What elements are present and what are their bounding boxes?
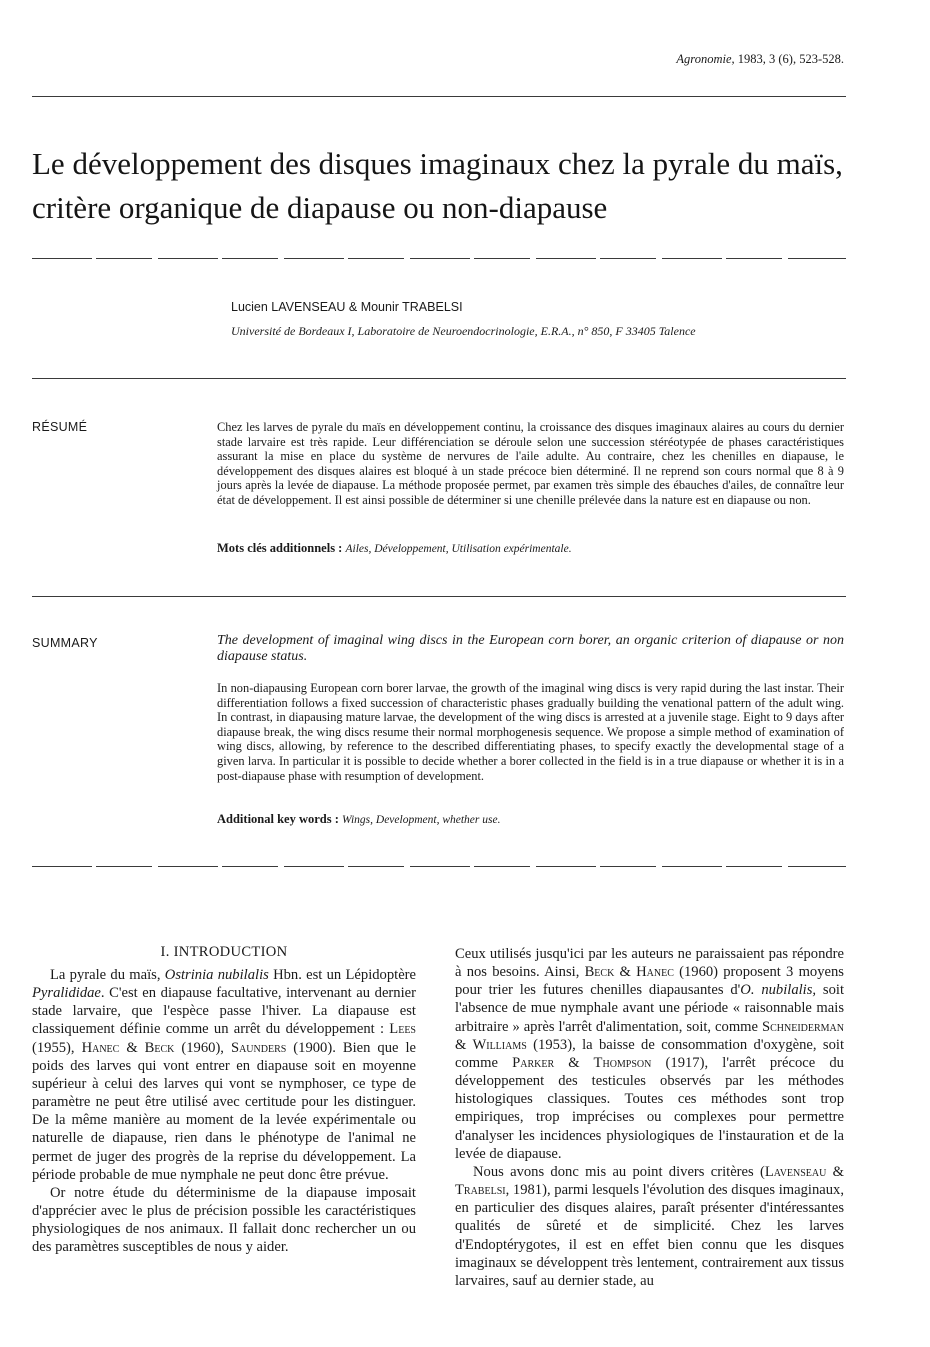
text-run: (1917), l'arrêt précoce du développement des testicules observés par les méthodes histologiques classiques. Toutes ces méthodes sont trop empiriques, trop imprécises ou complexes pour permettre d'analyser les incidences physiologiques de l'instauration et de la levée de diapause. [455, 1054, 844, 1162]
text-run: Nous avons donc mis au point divers critères ( [473, 1163, 765, 1180]
summary-title: The development of imaginal wing discs in the European corn borer, an organic criterion of diapause or non diapause status. [217, 633, 844, 664]
text-run: (1955), [32, 1039, 82, 1056]
citation-author: Beck & Hanec [584, 964, 674, 981]
citation-author: Hanec & Beck [81, 1039, 175, 1056]
text-run: Ceux utilisés jusqu'ici par les auteurs ne paraissaient pas répondre à nos besoins. Ainsi, [455, 946, 844, 981]
right-column [455, 945, 844, 1290]
text-run: Hbn. est un Lépidoptère [268, 967, 417, 983]
title-rule [32, 258, 846, 259]
text-run: (1953), la baisse de consommation d'oxygène, soit comme [455, 1036, 844, 1071]
text-run: (1900). Bien que le poids des larves qui vont entrer en diapause soit en moyenne supérieur à celui des larves qui vont se nymphoser, ce type de paramètre ne peut être utilisé avec certitude pour les distinguer. De la même manière au moment de la levée expérimentale ou naturelle de diapause, rien dans le phénotype de l'animal ne permet de juger des progrès de la reprise du développement. La période probable de mue nymphale ne peut donc être prévue. [32, 1039, 416, 1183]
summary-keywords-label: Additional key words : [217, 812, 339, 826]
article-title: Le développement des disques imaginaux chez la pyrale du maïs, critère organique de diapause ou non-diapause [32, 146, 843, 225]
citation-author: Lees [389, 1021, 416, 1038]
left-column [32, 966, 416, 1257]
resume-keywords-label: Mots clés additionnels : [217, 541, 343, 555]
affiliation: Université de Bordeaux I, Laboratoire de Neuroendocrinologie, E.R.A., n° 850, F 33405 Talence [231, 324, 696, 338]
intro-heading: I. INTRODUCTION [160, 944, 288, 960]
species-name: Ostrinia nubilalis [164, 967, 269, 983]
intro-paragraph-3 [455, 945, 844, 1163]
journal-issue: 1983, 3 (6), 523-528. [737, 52, 844, 66]
intro-paragraph-2: Or notre étude du déterminisme de la diapause imposait d'apprécier avec le plus de précision possible les caractéristiques physiologiques de nos animaux. Il fallait donc rechercher un ou des paramètres susceptibles de nous y aider. [32, 1184, 416, 1256]
intro-paragraph-4 [455, 1163, 844, 1290]
citation-author: Schneiderman & Williams [455, 1018, 844, 1053]
summary-keywords [217, 812, 500, 827]
citation-author: Saunders [230, 1039, 287, 1056]
journal-citation [676, 52, 844, 67]
text-run: soit l'absence de mue nymphale avant une période « raisonnable mais arbitraire » après l'arrêt d'alimentation, soit, comme [455, 982, 845, 1035]
header-rule [32, 96, 846, 97]
resume-label: RÉSUMÉ [32, 420, 88, 434]
summary-keywords-text: Wings, Development, whether use. [342, 814, 501, 826]
citation-author: Parker & Thompson [512, 1054, 652, 1071]
summary-label: SUMMARY [32, 636, 98, 650]
citation-author: Lavenseau & Trabelsi [455, 1163, 844, 1199]
text-run: . C'est en diapause facultative, intervenant au dernier stade larvaire, que l'espèce passe l'hiver. La diapause est classiquement définie comme un arrêt du développement : [32, 985, 416, 1038]
resume-keywords-text: Ailes, Développement, Utilisation expérimentale. [345, 543, 572, 555]
family-name: Pyralididae [32, 985, 101, 1002]
resume-keywords [217, 541, 572, 556]
authors: Lucien LAVENSEAU & Mounir TRABELSI [231, 300, 463, 314]
intro-paragraph-1 [32, 966, 416, 1184]
text-run: (1960), [174, 1039, 231, 1056]
journal-name: Agronomie, [676, 52, 735, 66]
species-name: O. nubilalis, [740, 982, 817, 999]
summary-rule [32, 866, 846, 867]
authors-rule [32, 378, 846, 379]
text-run: La pyrale du maïs, [50, 967, 165, 983]
text-run: (1960) proposent 3 moyens pour trier les futures chenilles diapausantes d' [455, 964, 844, 999]
text-run: , 1981), parmi lesquels l'évolution des disques imaginaux, en particulier des disques alaires, paraît présenter d'intéressantes qualités de sûreté et de simplicité. Chez les larves d'Endoptérygotes, il est en effet bien connu que les disques imaginaux se développent très lentement, contrairement aux tissus larvaires, sauf au dernier stade, au [455, 1182, 844, 1289]
summary-text: In non-diapausing European corn borer larvae, the growth of the imaginal wing discs is very rapid during the last instar. Their differentiation follows a fixed succession of characteristic phases gradually building the venational pattern of the adult wing. In contrast, in diapausing mature larvae, the development of the wing discs is arrested at a juvenile stage. Eight to 9 days after diapause break, the wing discs resume their normal morphogenesis sequence. We propose a simple method of examination of wing discs, allowing, by reference to the described differentiating phases, to specify exactly the developmental stage of a given larva. In particular it is possible to decide whether a borer collected in the field is in a true diapause or whether it is in a post-diapause phase with resumption of development. [217, 681, 844, 783]
resume-rule [32, 596, 846, 597]
resume-text: Chez les larves de pyrale du maïs en développement continu, la croissance des disques imaginaux alaires au cours du dernier stade larvaire est très rapide. Leur différenciation se déroule selon une succession stéréotypée de phases caractéristiques assurant la mise en place du système de nervures de l'aile adulte. Au contraire, chez les chenilles en diapause, le développement des disques alaires est bloqué à un stade précoce bien déterminé. Il ne reprend son cours normal que 8 à 9 jours après la levée de diapause. La méthode proposée permet, par examen très simple des ébauches d'ailes, de connaître leur état de développement. Il est ainsi possible de déterminer si une chenille prélevée dans la nature est en diapause ou non. [217, 420, 844, 507]
